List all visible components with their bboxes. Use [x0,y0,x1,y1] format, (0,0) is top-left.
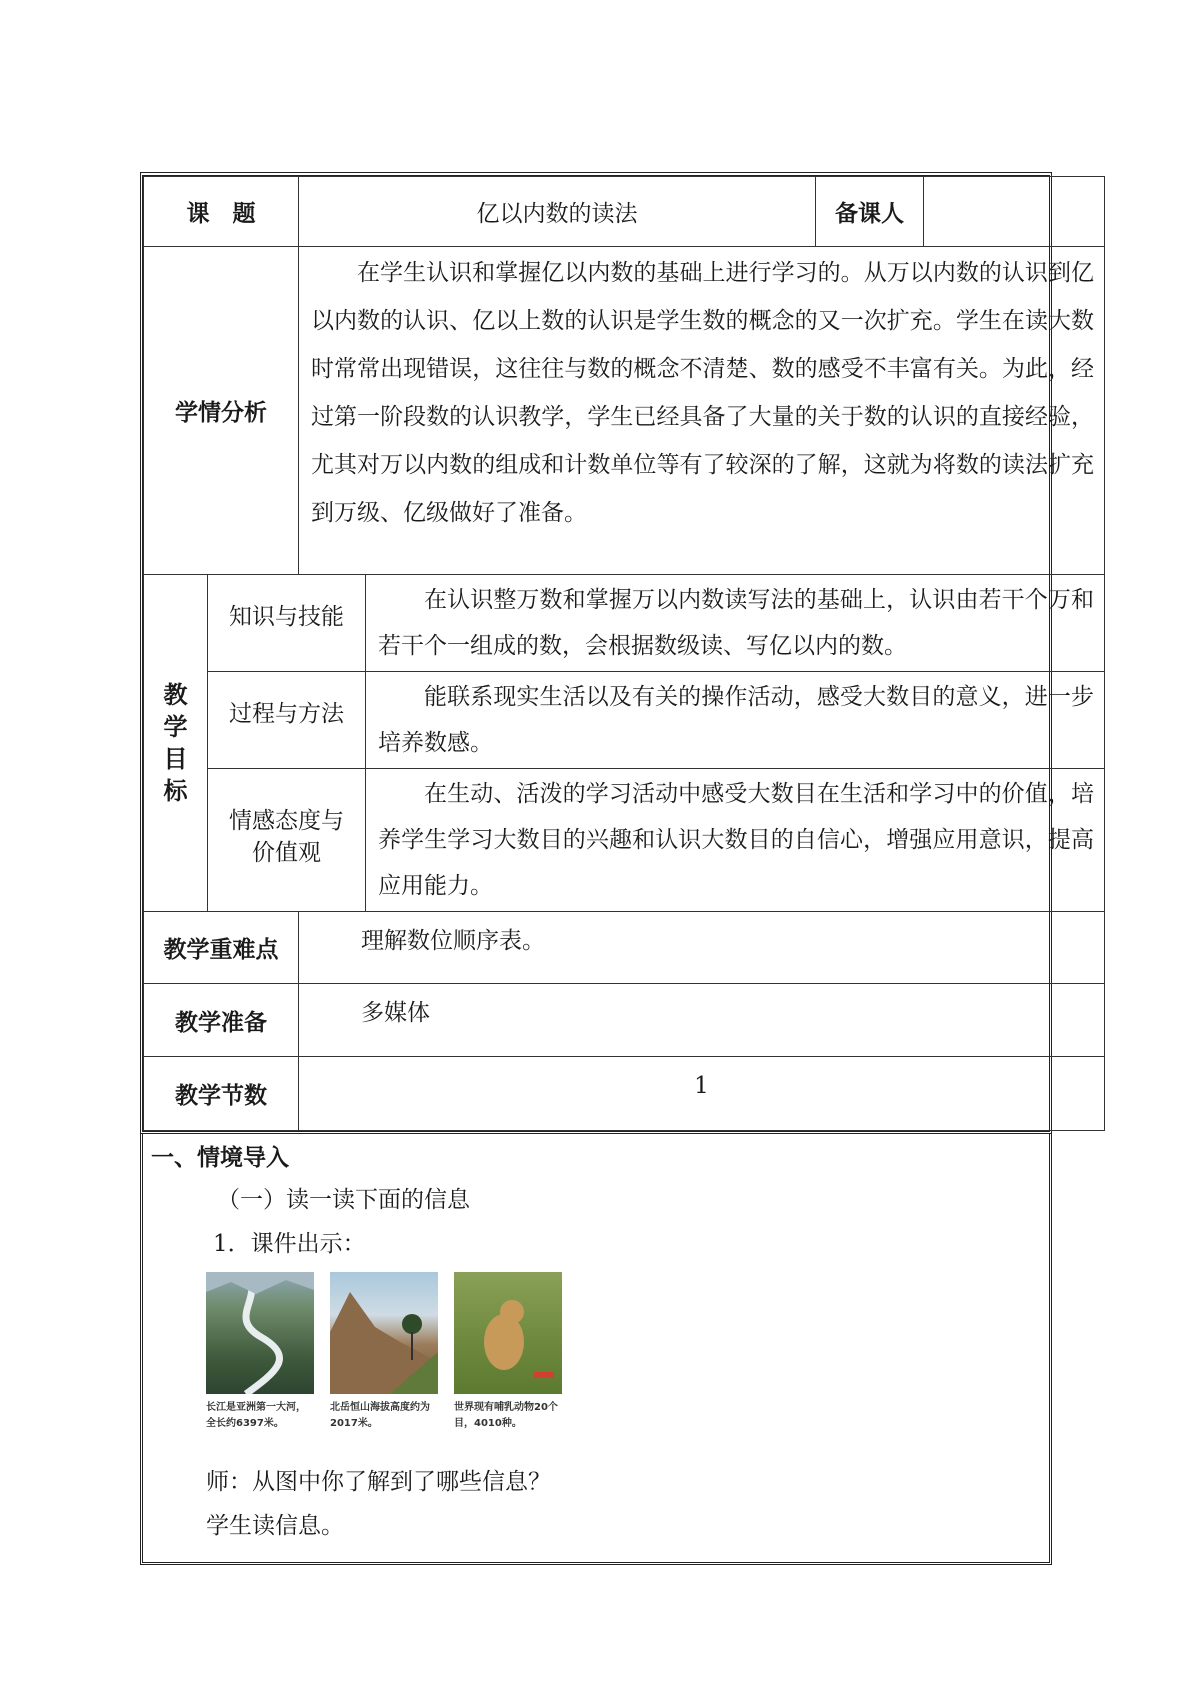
goal-row-knowledge [144,575,1105,672]
lesson-plan-table-frame [140,172,1094,1134]
goal-label-process: 过程与方法 [208,672,366,769]
goal-row-attitude [144,769,1105,912]
goal-text-attitude: 在生动、活泼的学习活动中感受大数目在生活和学习中的价值，培养学生学习大数目的兴趣和认识大数目的自信心，增强应用意识，提高应用能力。 [366,769,1105,912]
figure-lion [454,1272,562,1432]
sub-title: （一）读一读下面的信息 [217,1187,470,1213]
periods-value: 1 [299,1057,1105,1131]
goals-label [144,575,208,912]
mountain-photo-icon [330,1272,438,1394]
figure-caption: 世界现有哺乳动物20个目，4010种。 [454,1402,558,1429]
goal-text-knowledge: 在认识整万数和掌握万以内数读写法的基础上，认识由若干个万和若干个一组成的数，会根据数级读、写亿以内的数。 [366,575,1105,672]
figure-river [206,1272,314,1432]
figure-caption: 北岳恒山海拔高度约为2017米。 [330,1402,430,1429]
topic-label: 课 题 [144,177,299,247]
goal-row-process [144,672,1105,769]
teaching-process [140,1134,1052,1565]
slide-figures [206,1272,1049,1432]
key-points-value: 理解数位顺序表。 [299,912,1105,984]
preparation-value: 多媒体 [299,984,1105,1057]
goals-label-char: 标 [163,777,188,805]
analysis-label: 学情分析 [144,247,299,575]
preparation-row [144,984,1105,1057]
preparer-label: 备课人 [816,177,924,247]
goals-label-char: 教 [163,681,188,709]
preparation-label: 教学准备 [144,984,299,1057]
lesson-plan-table [143,176,1105,1131]
header-row [144,177,1105,247]
topic-value: 亿以内数的读法 [299,177,816,247]
lion-photo-icon [454,1272,562,1394]
figure-mountain [330,1272,438,1432]
analysis-text: 在学生认识和掌握亿以内数的基础上进行学习的。从万以内数的认识到亿以内数的认识、亿以上数的认识是学生数的概念的又一次扩充。学生在读大数时常常出现错误，这往往与数的概念不清楚、数的感受不丰富有关。为此，经过第一阶段数的认识教学，学生已经具备了大量的关于数的认识的直接经验，尤其对万以内数的组成和计数单位等有了较深的了解，这就为将数的读法扩充到万级、亿级做好了准备。 [299,247,1105,575]
analysis-row [144,247,1105,575]
river-photo-icon [206,1272,314,1394]
preparer-value [924,177,1105,247]
key-points-row [144,912,1105,984]
goals-label-char: 学 [163,713,188,741]
lesson-plan [140,172,1094,1565]
figure-caption: 长江是亚洲第一大河，全长约6397米。 [206,1402,306,1429]
goals-label-char: 目 [163,745,188,773]
goal-label-attitude: 情感态度与价值观 [208,769,366,912]
periods-label: 教学节数 [144,1057,299,1131]
periods-row [144,1057,1105,1131]
teacher-question: 师：从图中你了解到了哪些信息？ [206,1469,551,1495]
key-points-label: 教学重难点 [144,912,299,984]
goal-label-knowledge: 知识与技能 [208,575,366,672]
student-action: 学生读信息。 [206,1513,344,1539]
goal-text-process: 能联系现实生活以及有关的操作活动，感受大数目的意义，进一步培养数感。 [366,672,1105,769]
section-title: 一、情境导入 [151,1145,289,1171]
item-1: 1．课件出示： [213,1231,366,1257]
